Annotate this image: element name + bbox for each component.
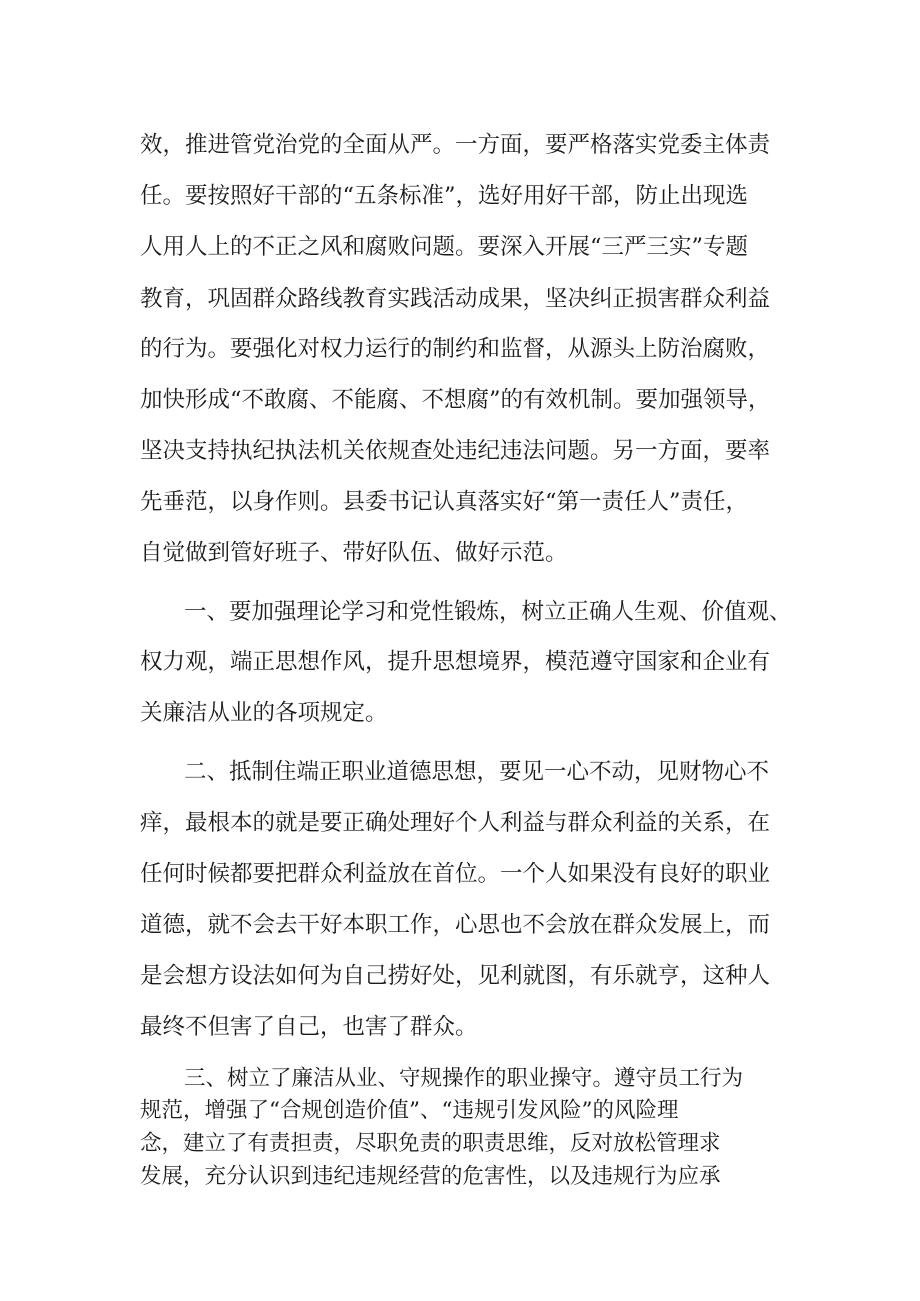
text-line: 的行为。要强化对权力运行的制约和监督，从源头上防治腐败， [140, 336, 771, 362]
text-line: 人用人上的不正之风和腐败问题。要深入开展“三严三实”专题 [140, 234, 749, 260]
text-line: 任何时候都要把群众利益放在首位。一个人如果没有良好的职业 [140, 861, 771, 887]
text-line: 念，建立了有责担责，尽职免责的职责思维，反对放松管理求 [140, 1131, 721, 1156]
text-line: 痒，最根本的就是要正确处理好个人利益与群众利益的关系，在 [140, 810, 771, 836]
text-line: 是会想方设法如何为自己捞好处，见利就图，有乐就亨，这种人 [140, 963, 771, 989]
text-line: 规范，增强了“合规创造价值”、“违规引发风险”的风险理 [140, 1098, 679, 1123]
text-line: 发展，充分认识到违纪违规经营的危害性，以及违规行为应承 [140, 1164, 721, 1189]
paragraph-two-start: 二、抵制住端正职业道德思想，要见一心不动，见财物心不 [184, 759, 770, 785]
text-line: 权力观，端正思想作风，提升思想境界，模范遵守国家和企业有 [140, 649, 771, 675]
text-line: 坚决支持执纪执法机关依规查处违纪违法问题。另一方面，要率 [140, 438, 771, 464]
text-line: 道德，就不会去干好本职工作，心思也不会放在群众发展上，而 [140, 912, 771, 938]
text-line: 任。要按照好干部的“五条标准”，选好用好干部，防止出现选 [140, 183, 749, 209]
text-line: 加快形成“不敢腐、不能腐、不想腐”的有效机制。要加强领导， [140, 387, 771, 413]
text-line: 自觉做到管好班子、带好队伍、做好示范。 [140, 540, 568, 566]
paragraph-one-start: 一、要加强理论学习和党性锻炼，树立正确人生观、价值观、 [184, 599, 792, 625]
text-line: 教育，巩固群众路线教育实践活动成果，坚决纠正损害群众利益 [140, 286, 771, 312]
text-line: 效，推进管党治党的全面从严。一方面，要严格落实党委主体责 [140, 132, 771, 158]
paragraph-three-start: 三、树立了廉洁从业、守规操作的职业操守。遵守员工行为 [184, 1066, 744, 1091]
text-line: 关廉洁从业的各项规定。 [140, 700, 388, 726]
text-line: 最终不但害了自己，也害了群众。 [140, 1014, 478, 1040]
text-line: 先垂范，以身作则。县委书记认真落实好“第一责任人”责任， [140, 489, 749, 515]
